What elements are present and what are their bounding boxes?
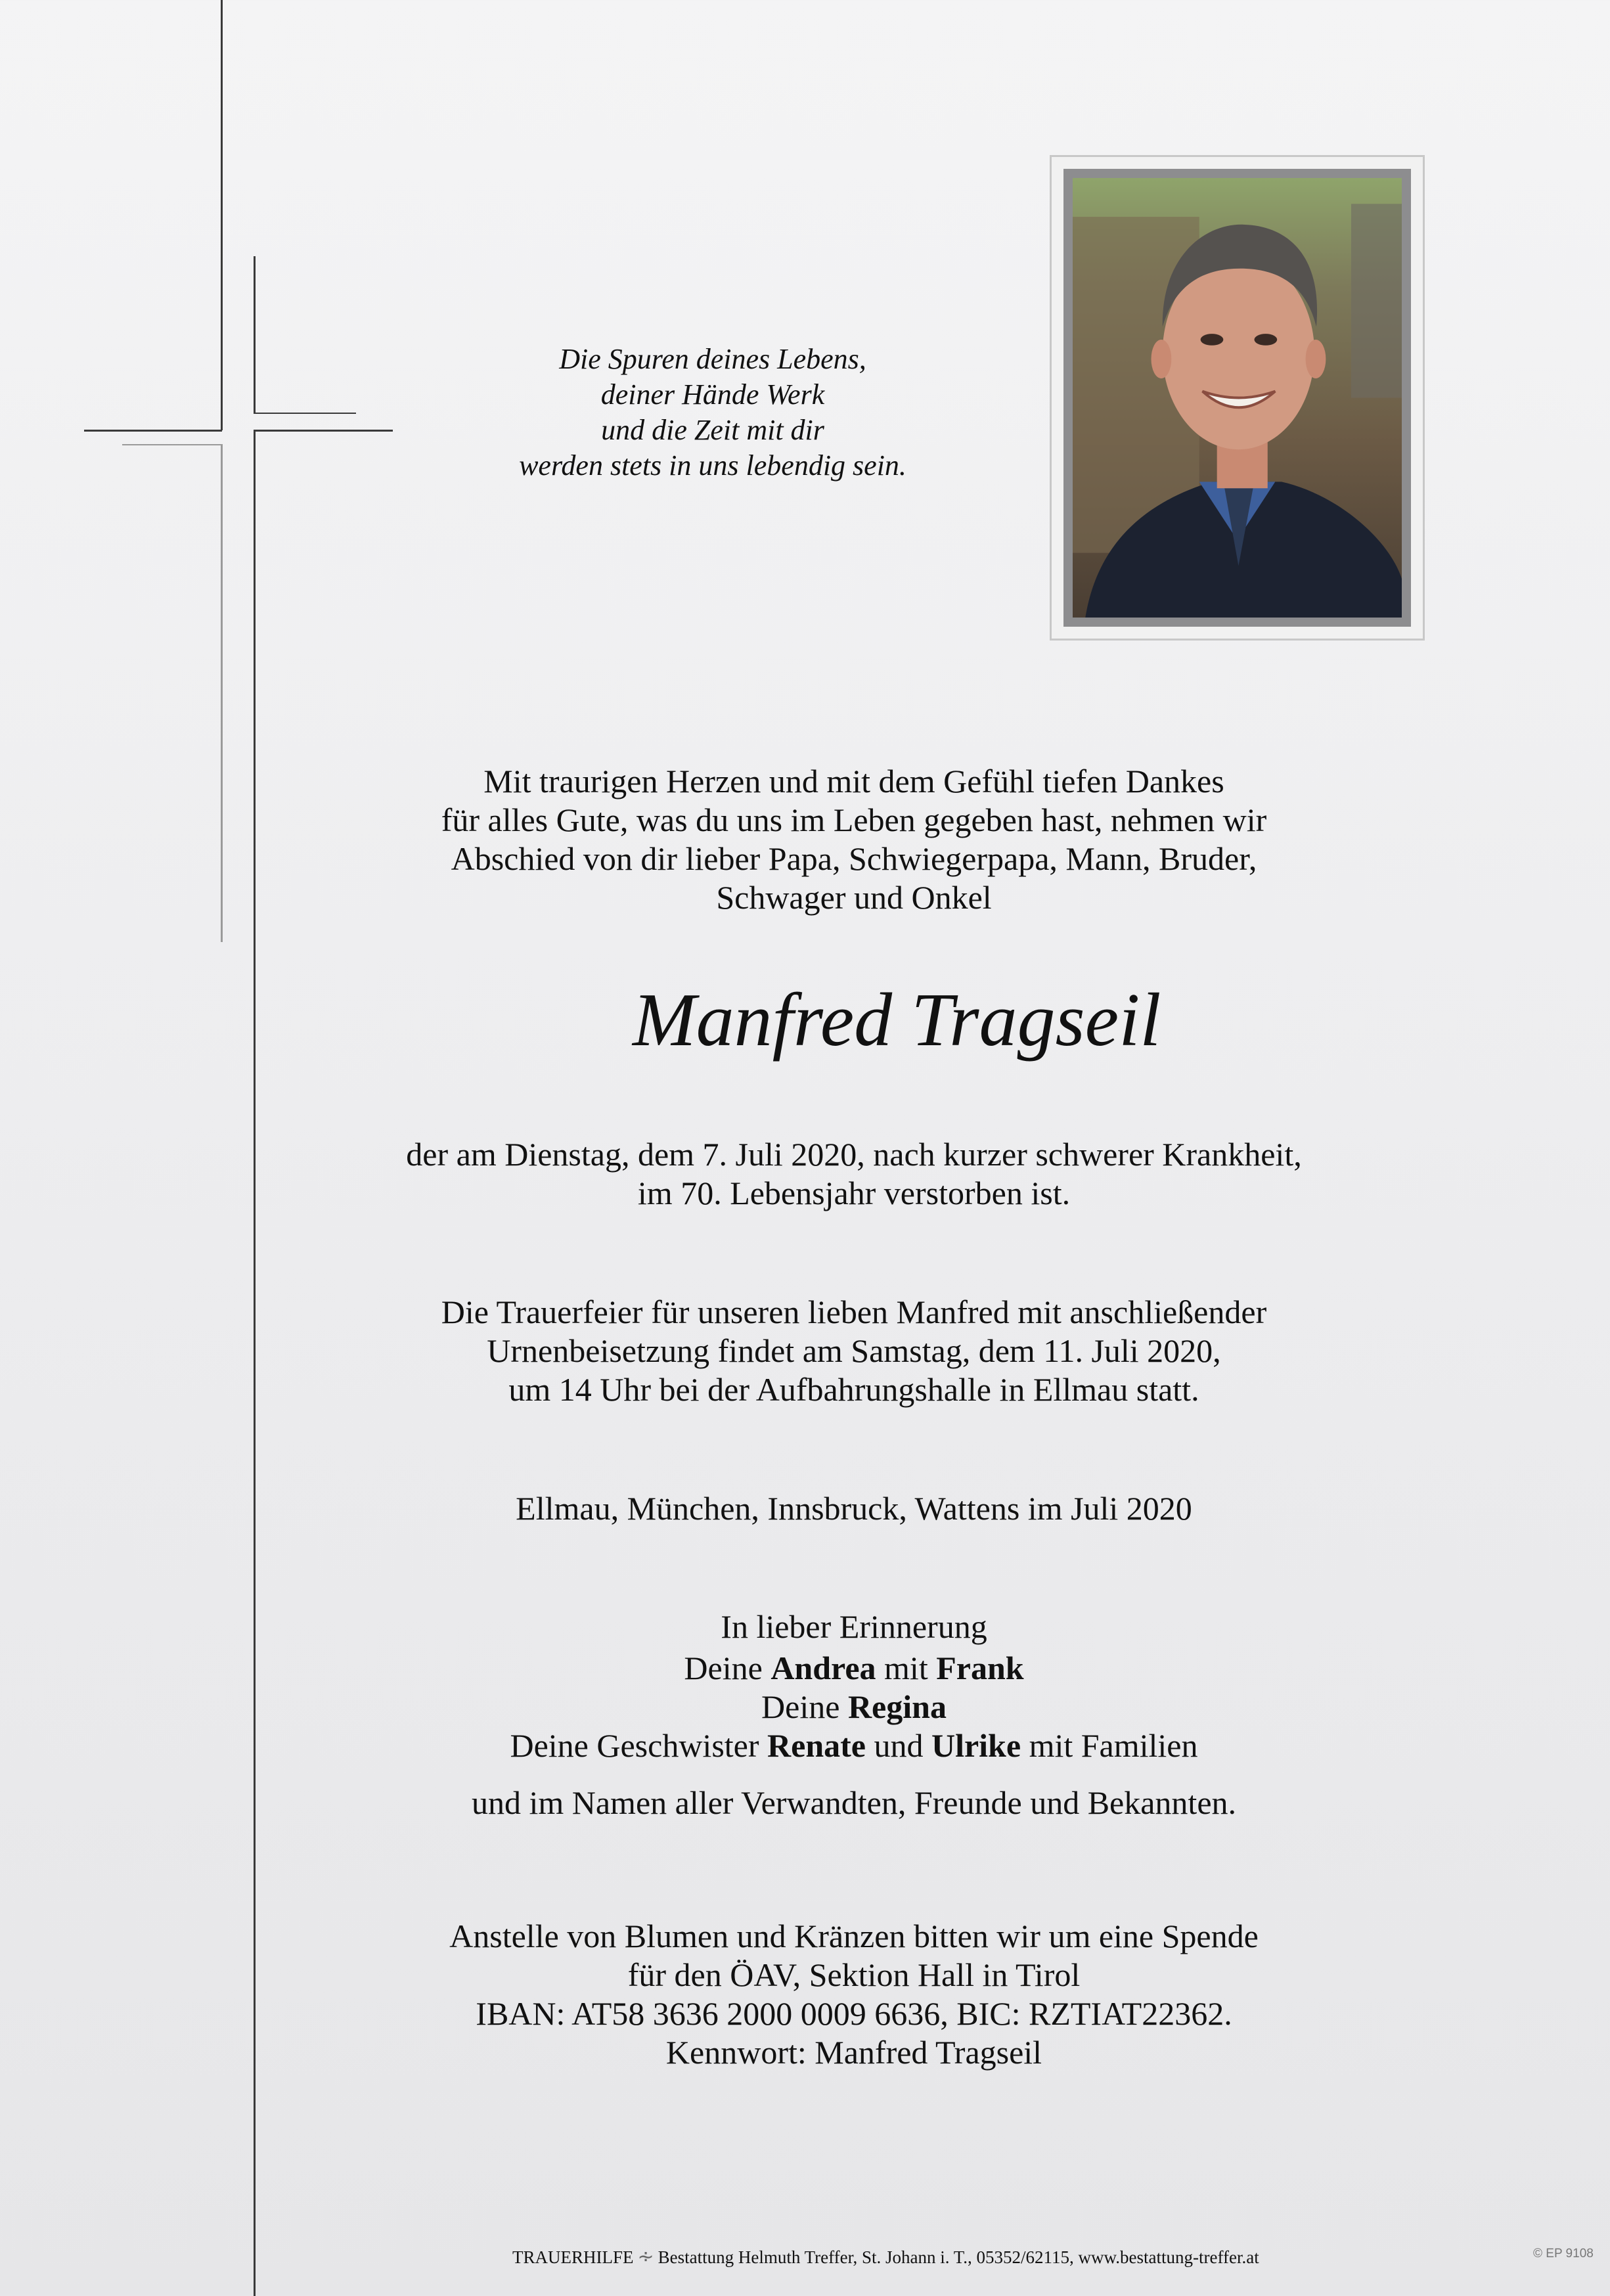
mourners-closing: und im Namen aller Verwandten, Freunde und Bekannten.: [471, 1784, 1237, 1821]
intro-line: Schwager und Onkel: [716, 879, 992, 916]
donation-line: IBAN: AT58 3636 2000 0009 6636, BIC: RZTIAT22362.: [476, 1995, 1232, 2032]
verse-line: werden stets in uns lebendig sein.: [519, 449, 906, 482]
mourners-line-2: Deine Regina: [761, 1688, 947, 1725]
undertaker-logo-icon: ∻: [637, 2246, 654, 2268]
death-line: der am Dienstag, dem 7. Juli 2020, nach kurzer schwerer Krankheit,: [406, 1136, 1302, 1173]
places-date: [197, 1489, 1511, 1528]
death-notice: [197, 1135, 1511, 1213]
donation-line: für den ÖAV, Sektion Hall in Tirol: [627, 1956, 1081, 1993]
memorial-verse: [368, 342, 1058, 484]
footer-details: Bestattung Helmuth Treffer, St. Johann i. T., 05352/62115, www.bestattung-treffer.at: [658, 2247, 1259, 2267]
copyright-note: © EP 9108: [1533, 2247, 1594, 2261]
verse-line: deiner Hände Werk: [600, 378, 825, 411]
ceremony-line: Urnenbeisetzung findet am Samstag, dem 11. Juli 2020,: [487, 1332, 1221, 1369]
mourners-line-1: Deine Andrea mit Frank: [684, 1650, 1024, 1686]
intro-line: Abschied von dir lieber Papa, Schwiegerpapa, Mann, Bruder,: [451, 840, 1257, 877]
mourners: [197, 1608, 1511, 1822]
donation-line: Anstelle von Blumen und Kränzen bitten wir um eine Spende: [449, 1918, 1259, 1954]
footer-brand: TRAUERHILFE: [512, 2247, 634, 2267]
intro-line: für alles Gute, was du uns im Leben gegeben hast, nehmen wir: [441, 801, 1267, 838]
portrait-photo: [1063, 169, 1411, 627]
death-line: im 70. Lebensjahr verstorben ist.: [637, 1175, 1071, 1211]
verse-line: und die Zeit mit dir: [601, 414, 824, 446]
ceremony-details: [197, 1293, 1511, 1409]
ceremony-line: Die Trauerfeier für unseren lieben Manfred mit anschließender: [441, 1294, 1267, 1330]
footer: [512, 2245, 1563, 2268]
donation-line: Kennwort: Manfred Tragseil: [665, 2034, 1042, 2071]
ceremony-line: um 14 Uhr bei der Aufbahrungshalle in Ellmau statt.: [508, 1371, 1199, 1408]
portrait-frame: [1050, 155, 1425, 641]
mourners-heading: In lieber Erinnerung: [721, 1608, 987, 1645]
verse-line: Die Spuren deines Lebens,: [559, 343, 866, 375]
intro-line: Mit traurigen Herzen und mit dem Gefühl tiefen Dankes: [483, 763, 1224, 799]
deceased-name: Manfred Tragseil: [633, 978, 1161, 1062]
mourners-line-3: Deine Geschwister Renate und Ulrike mit Familien: [510, 1727, 1198, 1764]
donation-request: [197, 1917, 1511, 2072]
places-line: Ellmau, München, Innsbruck, Wattens im Juli 2020: [516, 1490, 1192, 1527]
intro-text: [197, 762, 1511, 917]
